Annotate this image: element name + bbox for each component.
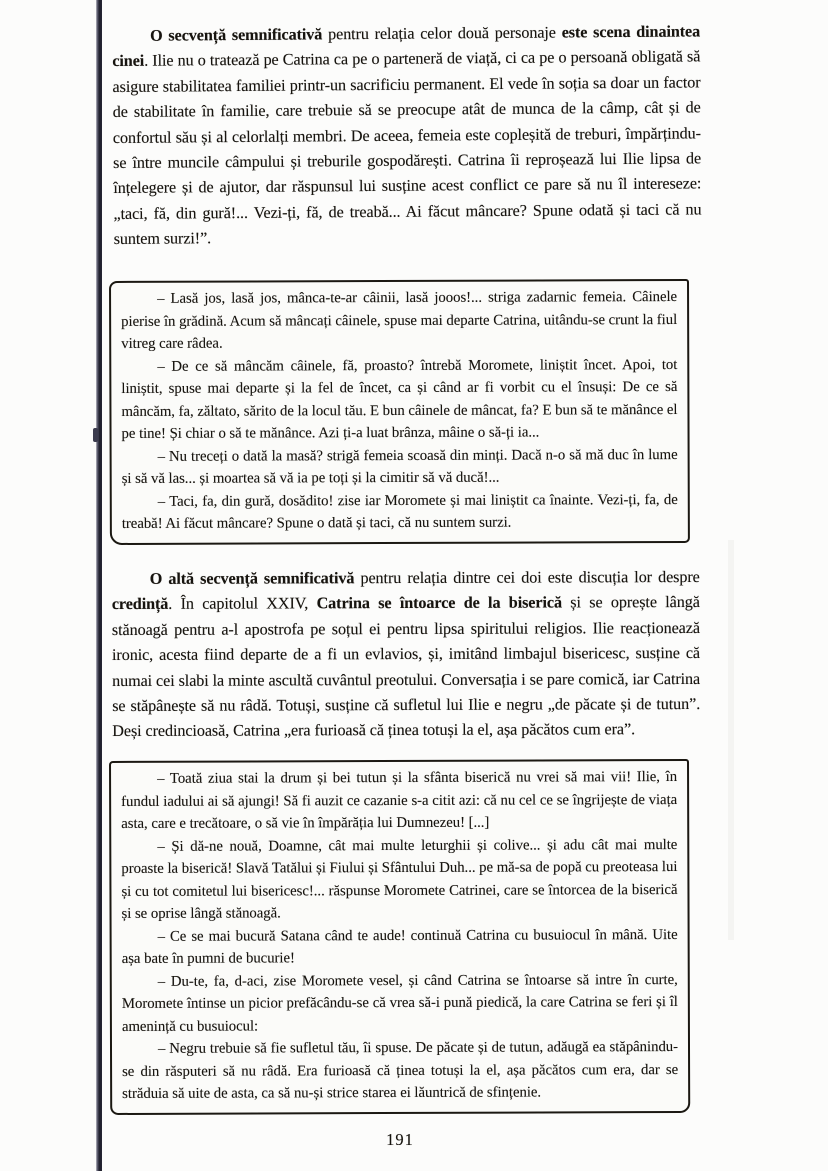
quote-paragraph: – Și dă-ne nouă, Doamne, cât mai multe leturghii și colive... și adu cât mai multe proaste la biserică! Slavă Tatălui și Fiului și Sfântului Duh... pe mă-sa de popă cu preoteasa lui și cu tot comitetul lui bisericesc!... răspunse Moromete Catrinei, care se întorcea de la biserică și se oprise lângă stănoagă. — [121, 836, 678, 922]
quote-paragraph: – Du-te, fa, d-aci, zise Moromete vesel, și când Catrina se întoarse să intre în curte, Moromete întinse un picior prefăcându-se că vrea să-i pună piedică, la care Catrina se feri și îl amenință cu busuiocul: — [121, 971, 678, 1035]
bold-phrase-credinta: credință — [111, 595, 169, 614]
quote-paragraph: – Nu treceți o dată la masă? strigă femeia scoasă din minți. Dacă n-o să mă duc în lume și să vă las... și moartea să vă ia pe toți și la cimitir să vă ducă!... — [121, 446, 678, 487]
page-number: 191 — [386, 1130, 414, 1149]
paragraph-text: pentru relația dintre cei doi este discuția lor despre — [360, 568, 700, 588]
page-text-block — [112, 24, 700, 1115]
bold-lead-phrase: O altă secvență semnificativă — [149, 569, 361, 589]
paragraph-text: pentru relația celor două personaje — [328, 23, 562, 44]
bold-phrase-scene: este scena dinaintea cinei — [112, 22, 701, 71]
quote-box-1 — [109, 279, 690, 545]
scan-artifact-streak — [728, 540, 734, 940]
book-spine-notch — [93, 428, 98, 442]
quote-box-2 — [109, 759, 690, 1115]
analysis-paragraph-1 — [112, 19, 702, 252]
analysis-paragraph-2 — [112, 565, 701, 745]
quote-paragraph: – Taci, fa, din gură, dosădito! zise iar Moromete și mai liniștit ca înainte. Vezi-ți, fa, de treabă! Ai făcut mâncare? Spune o dată și taci, că nu suntem surzi. — [121, 491, 678, 532]
quote-paragraph: – Ce se mai bucură Satana când te aude! continuă Catrina cu busuiocul în mână. Uite așa bate în pumni de bucurie! — [121, 926, 678, 967]
book-spine-edge — [96, 0, 102, 1171]
bold-phrase-catrina: Catrina se întoarce de la biserică — [316, 594, 562, 613]
quote-paragraph: – Negru trebuie să fie sufletul tău, îi spuse. De păcate și de tutun, adăugă ea stăpânindu-se din răsputeri să nu râdă. Era furioasă că ținea totuși la el, așa păcătos cum era, dar se străduia să uite de asta, ca să nu-și strice starea ei lăuntrică de sfințenie. — [122, 1039, 679, 1102]
paragraph-text: și se oprește lângă stănoagă pentru a-l apostrofa pe soțul ei pentru lipsa spiritului religios. Ilie reacționează ironic, acesta fiind departe de a fi un evlavios, și, imitând limbajul bisericesc, susține că numai cei slabi la minte ascultă cuvântul preotului. Conversația i se pare comică, iar Catrina se stăpânește să nu râdă. Totuși, susține că sufletul lui Ilie e negru „de păcate și de tutun”. Deși credincioasă, Catrina „era furioasă că ținea totuși la el, așa păcătos cum era”. — [111, 593, 701, 741]
paragraph-text: . Ilie nu o tratează pe Catrina ca pe o parteneră de viață, ci ca pe o persoană obligată să asigure stabilitatea familiei printr-un sacrificiu permanent. El vede în soția sa doar un factor de stabilitate în familie, care trebuie să se preocupe atât de munca de la câmp, cât și de confortul său și al celorlalți membri. De aceea, femeia este copleșită de treburi, împărțindu-se între muncile câmpului și treburile gospodărești. Catrina îi reproșează lui Ilie lipsa de înțelegere și de ajutor, dar răspunsul lui susține acest conflict ce pare să nu îl intereseze: „taci, fă, din gură!... Vezi-ți, fă, de treabă... Ai făcut mâncare? Spune odată și taci că nu suntem surzi!”. — [112, 47, 702, 249]
quote-paragraph: – De ce să mâncăm câinele, fă, proasto? întrebă Moromete, liniștit încet. Apoi, tot liniștit, spuse mai departe și la fel de încet, ca și când ar fi vorbit cu el însuși: De ce să mâncăm, fa, zăltato, sărito de la locul tău. E bun câinele de mâncat, fa? E bun să te mănânce el pe tine! Și chiar o să te mănânce. Azi ți-a luat brânza, mâine o să-ți ia... — [121, 356, 678, 442]
quote-paragraph: – Toată ziua stai la drum și bei tutun și la sfânta biserică nu vrei să mai vii! Ilie, în fundul iadului ai să ajungi! Să fi auzit ce cazanie s-a citit azi: că nu cel ce se îngrijește de viața asta, care e trecătoare, o să vie în împărăția lui Dumnezeu! [...] — [121, 769, 678, 832]
paragraph-text: . În capitolul XXIV, — [168, 594, 317, 614]
quote-paragraph: – Lasă jos, lasă jos, mânca-te-ar câinii, lasă jooos!... striga zadarnic femeia. Câinele pierise în grădină. Acum să mâncați câinele, spuse mai departe Catrina, uitându-se crunt la fiul vitreg care râdea. — [121, 288, 678, 352]
bold-lead-phrase: O secvență semnificativă — [150, 25, 329, 45]
